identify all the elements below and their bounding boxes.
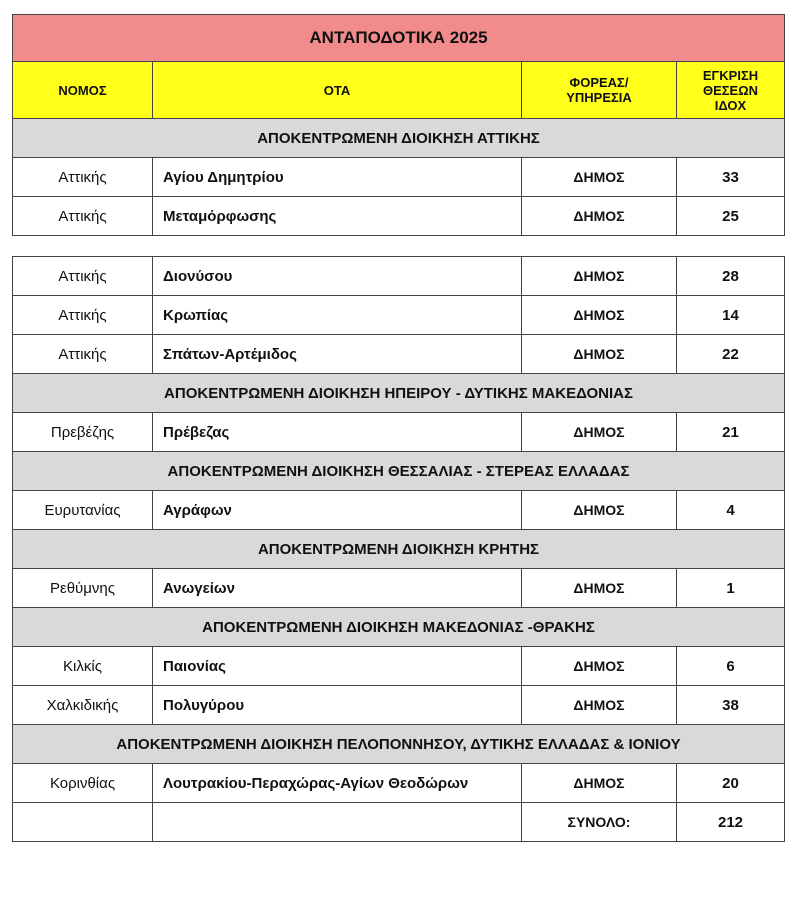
cell-theseis: 1 bbox=[677, 569, 785, 608]
cell-foreas: ΔΗΜΟΣ bbox=[522, 569, 677, 608]
table-row bbox=[13, 764, 785, 803]
cell-ota: Κρωπίας bbox=[153, 296, 522, 335]
region-label: ΑΠΟΚΕΝΤΡΩΜΕΝΗ ΔΙΟΙΚΗΣΗ ΘΕΣΣΑΛΙΑΣ - ΣΤΕΡΕΑΣ ΕΛΛΑΔΑΣ bbox=[13, 452, 785, 491]
cell-ota: Πρέβεζας bbox=[153, 413, 522, 452]
cell-ota: Διονύσου bbox=[153, 257, 522, 296]
cell-theseis: 38 bbox=[677, 686, 785, 725]
header-foreas bbox=[522, 62, 677, 119]
table-row bbox=[13, 491, 785, 530]
table-row bbox=[13, 647, 785, 686]
region-label: ΑΠΟΚΕΝΤΡΩΜΕΝΗ ΔΙΟΙΚΗΣΗ ΑΤΤΙΚΗΣ bbox=[13, 119, 785, 158]
cell-nomos: Αττικής bbox=[13, 197, 153, 236]
table-row bbox=[13, 686, 785, 725]
header-egkrisi bbox=[677, 62, 785, 119]
allocation-table-top bbox=[12, 14, 785, 236]
region-row bbox=[13, 608, 785, 647]
header-nomos: ΝΟΜΟΣ bbox=[13, 62, 153, 119]
cell-nomos: Αττικής bbox=[13, 257, 153, 296]
cell-foreas: ΔΗΜΟΣ bbox=[522, 413, 677, 452]
cell-theseis: 28 bbox=[677, 257, 785, 296]
cell-foreas: ΔΗΜΟΣ bbox=[522, 257, 677, 296]
table-row bbox=[13, 296, 785, 335]
cell-theseis: 21 bbox=[677, 413, 785, 452]
cell-theseis: 6 bbox=[677, 647, 785, 686]
total-empty-cell bbox=[13, 803, 153, 842]
header-egkrisi-line2: ΘΕΣΕΩΝ bbox=[702, 82, 759, 98]
cell-nomos: Πρεβέζης bbox=[13, 413, 153, 452]
region-row bbox=[13, 725, 785, 764]
cell-nomos: Χαλκιδικής bbox=[13, 686, 153, 725]
cell-nomos: Ευρυτανίας bbox=[13, 491, 153, 530]
cell-nomos: Κιλκίς bbox=[13, 647, 153, 686]
cell-foreas: ΔΗΜΟΣ bbox=[522, 296, 677, 335]
region-row bbox=[13, 530, 785, 569]
cell-theseis: 25 bbox=[677, 197, 785, 236]
cell-ota: Σπάτων-Αρτέμιδος bbox=[153, 335, 522, 374]
header-egkrisi-line1: ΕΓΚΡΙΣΗ bbox=[702, 67, 759, 83]
region-label: ΑΠΟΚΕΝΤΡΩΜΕΝΗ ΔΙΟΙΚΗΣΗ ΜΑΚΕΔΟΝΙΑΣ -ΘΡΑΚΗΣ bbox=[13, 608, 785, 647]
total-label: ΣΥΝΟΛΟ: bbox=[522, 803, 677, 842]
cell-ota: Μεταμόρφωσης bbox=[153, 197, 522, 236]
cell-theseis: 20 bbox=[677, 764, 785, 803]
table-title: ΑΝΤΑΠΟΔΟΤΙΚΑ 2025 bbox=[13, 15, 785, 62]
table-row bbox=[13, 413, 785, 452]
cell-theseis: 22 bbox=[677, 335, 785, 374]
total-empty-cell bbox=[153, 803, 522, 842]
table-gap bbox=[12, 236, 784, 256]
region-row bbox=[13, 374, 785, 413]
cell-nomos: Ρεθύμνης bbox=[13, 569, 153, 608]
header-egkrisi-line3: ΙΔΟΧ bbox=[714, 97, 747, 113]
cell-ota: Λουτρακίου-Περαχώρας-Αγίων Θεοδώρων bbox=[153, 764, 522, 803]
cell-ota: Πολυγύρου bbox=[153, 686, 522, 725]
cell-foreas: ΔΗΜΟΣ bbox=[522, 491, 677, 530]
allocation-table-bottom bbox=[12, 256, 785, 842]
cell-nomos: Αττικής bbox=[13, 296, 153, 335]
region-label: ΑΠΟΚΕΝΤΡΩΜΕΝΗ ΔΙΟΙΚΗΣΗ ΗΠΕΙΡΟΥ - ΔΥΤΙΚΗΣ ΜΑΚΕΔΟΝΙΑΣ bbox=[13, 374, 785, 413]
header-foreas-line2: ΥΠΗΡΕΣΙΑ bbox=[566, 90, 632, 105]
cell-foreas: ΔΗΜΟΣ bbox=[522, 335, 677, 374]
total-row bbox=[13, 803, 785, 842]
cell-theseis: 33 bbox=[677, 158, 785, 197]
cell-ota: Ανωγείων bbox=[153, 569, 522, 608]
cell-foreas: ΔΗΜΟΣ bbox=[522, 764, 677, 803]
region-label: ΑΠΟΚΕΝΤΡΩΜΕΝΗ ΔΙΟΙΚΗΣΗ ΠΕΛΟΠΟΝΝΗΣΟΥ, ΔΥΤΙΚΗΣ ΕΛΛΑΔΑΣ & ΙΟΝΙΟΥ bbox=[13, 725, 785, 764]
header-ota: ΟΤΑ bbox=[153, 62, 522, 119]
cell-ota: Αγράφων bbox=[153, 491, 522, 530]
cell-foreas: ΔΗΜΟΣ bbox=[522, 647, 677, 686]
cell-ota: Παιονίας bbox=[153, 647, 522, 686]
cell-theseis: 14 bbox=[677, 296, 785, 335]
header-row bbox=[13, 62, 785, 119]
title-row bbox=[13, 15, 785, 62]
cell-foreas: ΔΗΜΟΣ bbox=[522, 158, 677, 197]
cell-nomos: Αττικής bbox=[13, 158, 153, 197]
table-row bbox=[13, 569, 785, 608]
region-row bbox=[13, 452, 785, 491]
header-foreas-line1: ΦΟΡΕΑΣ/ bbox=[569, 75, 629, 90]
cell-ota: Αγίου Δημητρίου bbox=[153, 158, 522, 197]
cell-foreas: ΔΗΜΟΣ bbox=[522, 197, 677, 236]
table-row bbox=[13, 257, 785, 296]
table-row bbox=[13, 158, 785, 197]
cell-theseis: 4 bbox=[677, 491, 785, 530]
document-page bbox=[12, 14, 784, 842]
region-label: ΑΠΟΚΕΝΤΡΩΜΕΝΗ ΔΙΟΙΚΗΣΗ ΚΡΗΤΗΣ bbox=[13, 530, 785, 569]
table-row bbox=[13, 335, 785, 374]
table-row bbox=[13, 197, 785, 236]
cell-nomos: Αττικής bbox=[13, 335, 153, 374]
cell-foreas: ΔΗΜΟΣ bbox=[522, 686, 677, 725]
total-value: 212 bbox=[677, 803, 785, 842]
cell-nomos: Κορινθίας bbox=[13, 764, 153, 803]
region-row bbox=[13, 119, 785, 158]
